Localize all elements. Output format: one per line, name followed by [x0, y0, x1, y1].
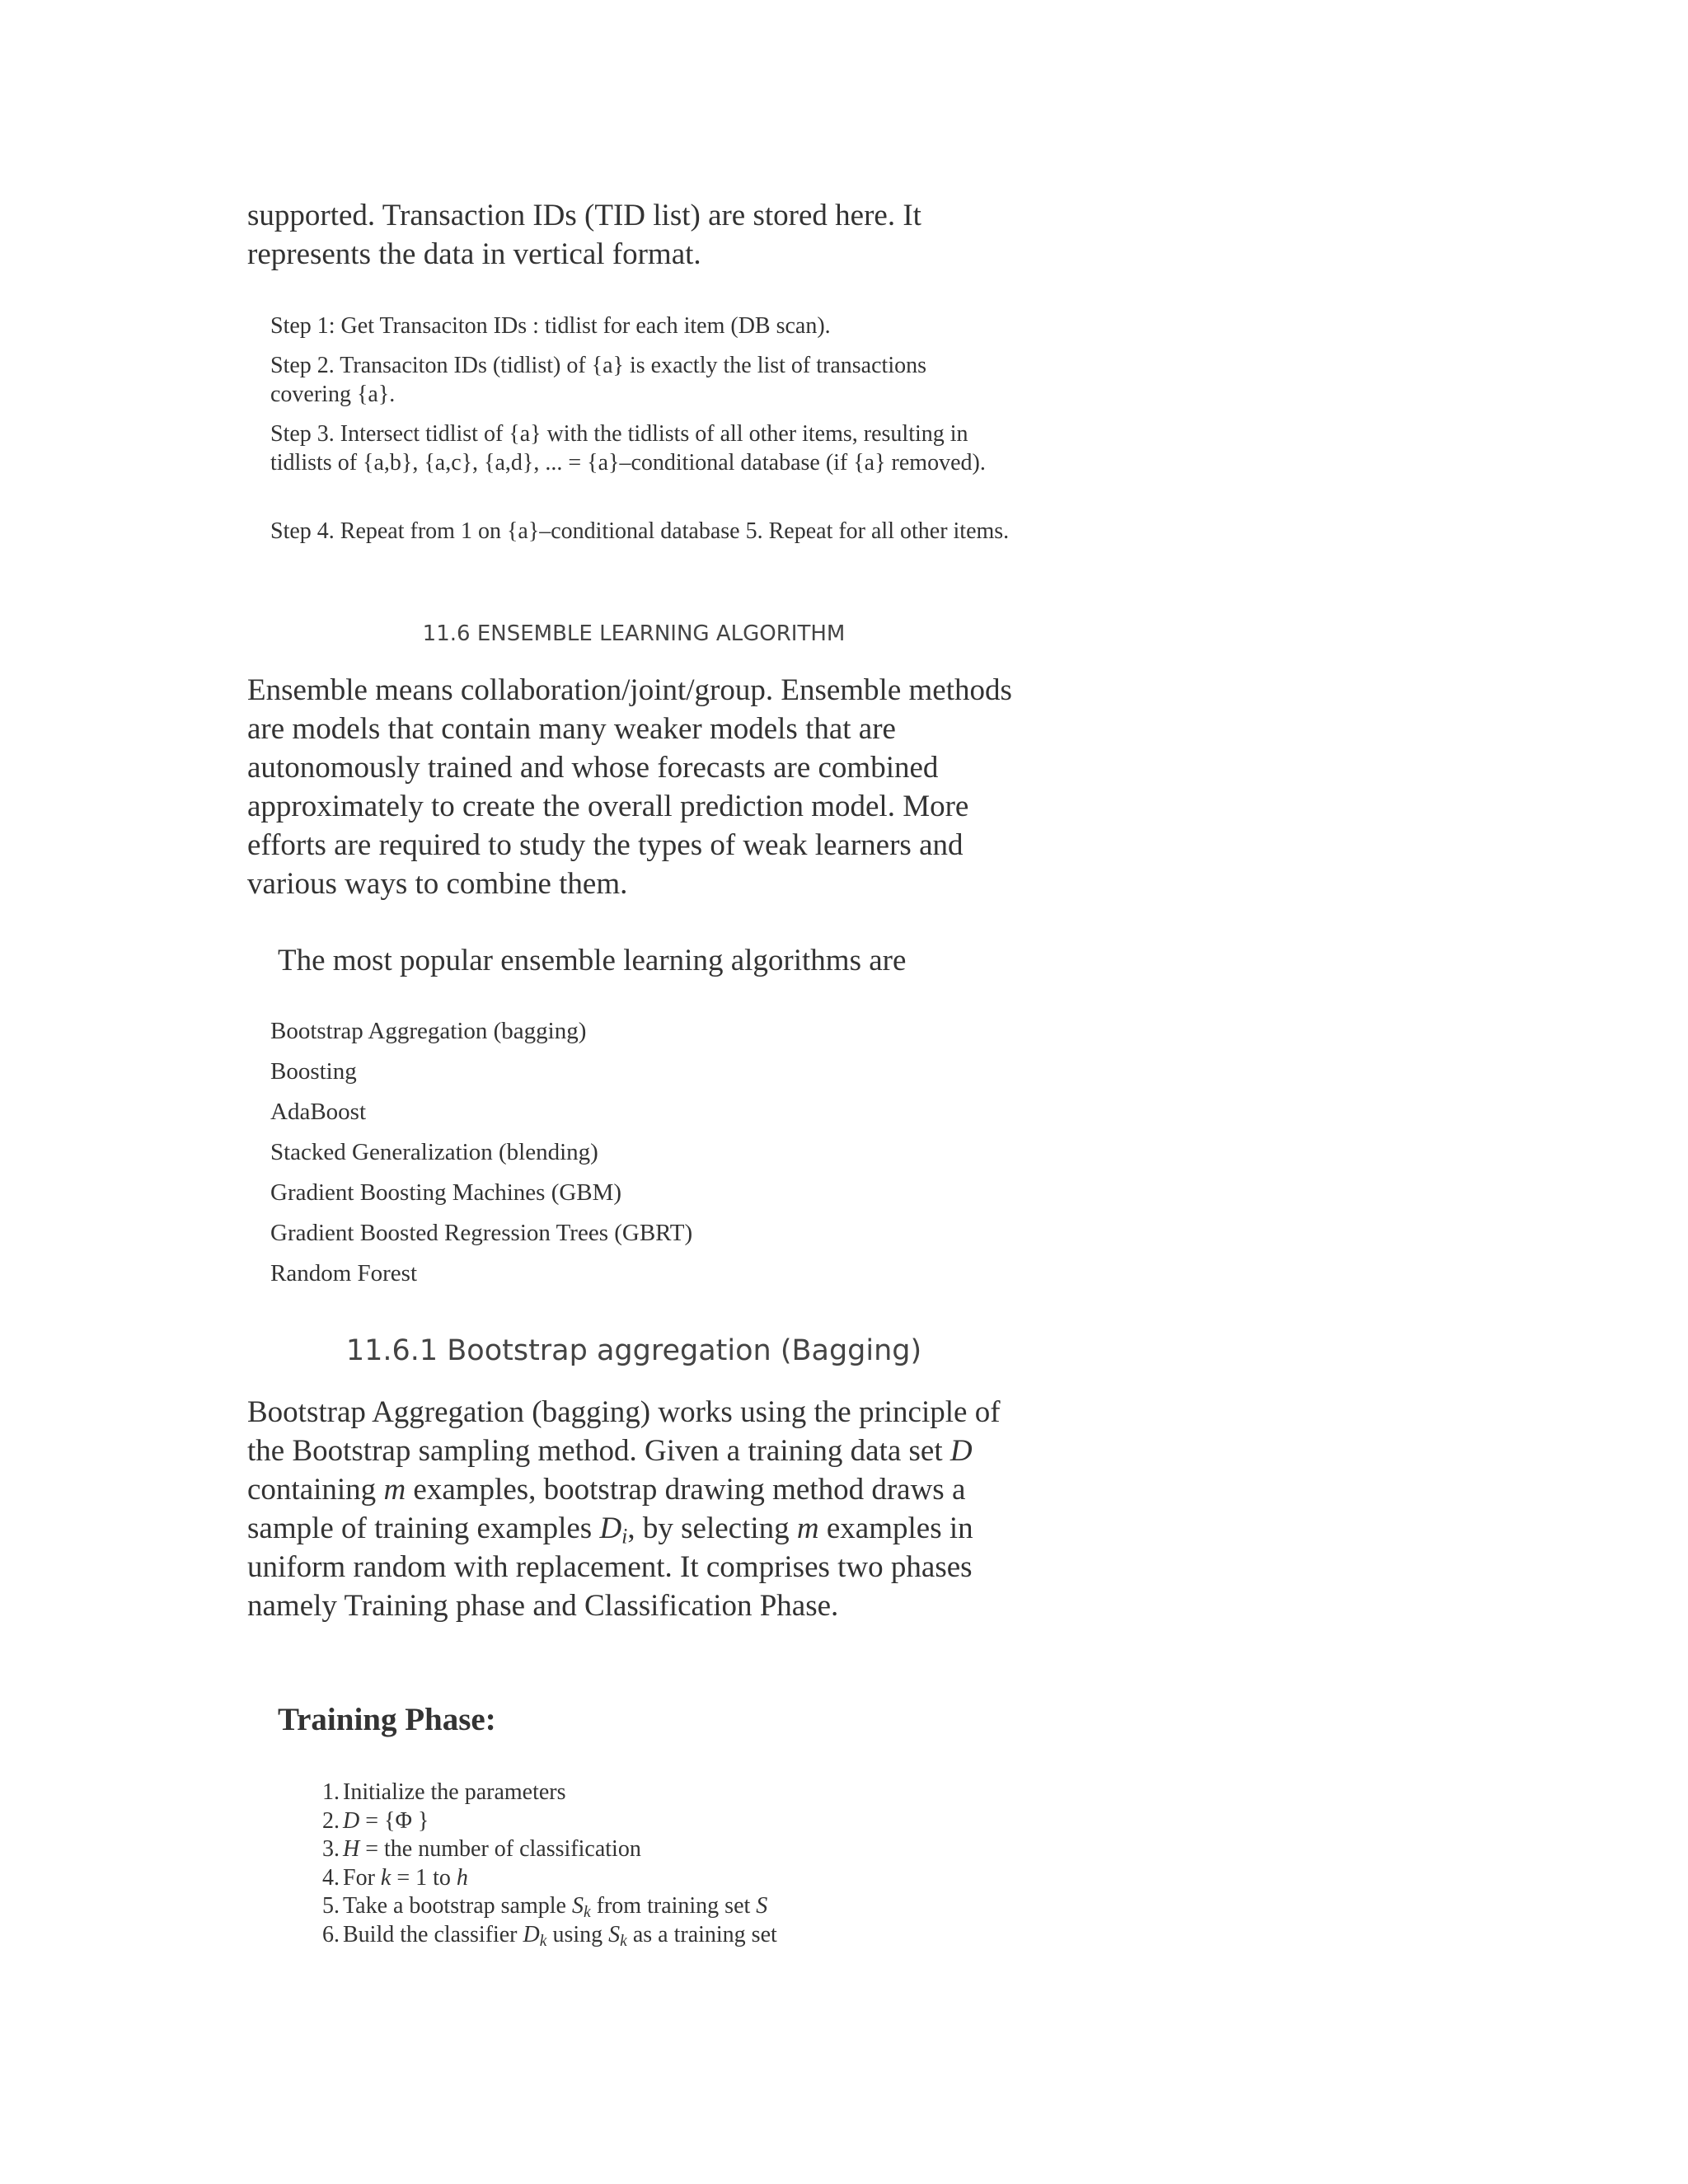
list-item: AdaBoost	[270, 1099, 366, 1125]
list-item: 3. H = the number of classification	[322, 1836, 641, 1862]
list-item: Gradient Boosted Regression Trees (GBRT)	[270, 1220, 693, 1246]
list-item: 6. Build the classifier $D_k$ using $S_k$ as a training set	[322, 1921, 777, 1950]
subsection-heading: 11.6.1 Bootstrap aggregation (Bagging)	[345, 1334, 922, 1367]
intro-line-1: supported. Transaction IDs (TID list) are stored here. It	[247, 199, 921, 232]
section-heading: 11.6 ENSEMBLE LEARNING ALGORITHM	[422, 621, 846, 646]
list-item: 2. D = {Φ }	[322, 1807, 429, 1834]
popular-algorithms-intro: The most popular ensemble learning algorithms are	[278, 944, 907, 977]
training-phase-heading: Training Phase:	[278, 1702, 496, 1737]
step-4: Step 4. Repeat from 1 on {a}–conditional database 5. Repeat for all other items.	[270, 518, 1010, 544]
step-2: Step 2. Transaciton IDs (tidlist) of {a} is exactly the list of transactions covering {a}.	[270, 353, 926, 407]
bagging-paragraph: Bootstrap Aggregation (bagging) works using the principle of the Bootstrap sampling method. Given a training data set D containing m examples, bootstrap drawing method draws a sample of training examples $D_i$, by selecting m examples in uniform random with replacement. It comprises two phases namely Training phase and Classification Phase.	[247, 1395, 1001, 1623]
list-item: 4. For k = 1 to h	[322, 1864, 468, 1891]
training-steps-list	[318, 1779, 777, 1949]
algorithms-list	[270, 1017, 692, 1300]
step-3: Step 3. Intersect tidlist of {a} with the tidlists of all other items, resulting in tidlists of {a,b}, {a,c}, {a,d}, ... = {a}–conditional database (if {a} removed).	[270, 421, 986, 476]
step-1: Step 1: Get Transaciton IDs : tidlist for each item (DB scan).	[270, 313, 831, 339]
list-item: 1. Initialize the parameters	[322, 1779, 566, 1805]
list-item: Random Forest	[270, 1260, 418, 1286]
list-item: Boosting	[270, 1058, 357, 1085]
intro-line-2: represents the data in vertical format.	[247, 237, 701, 271]
list-item: Bootstrap Aggregation (bagging)	[270, 1018, 587, 1044]
list-item: Gradient Boosting Machines (GBM)	[270, 1179, 622, 1206]
list-item: Stacked Generalization (blending)	[270, 1139, 598, 1165]
list-item: 5. Take a bootstrap sample $S_k$ from training set S	[322, 1893, 768, 1921]
ensemble-paragraph: Ensemble means collaboration/joint/group. Ensemble methods are models that contain many weaker models that are autonomously trained and whose forecasts are combined approximately to create the overall prediction model. More efforts are required to study the types of weak learners and various ways to combine them.	[247, 673, 1012, 901]
